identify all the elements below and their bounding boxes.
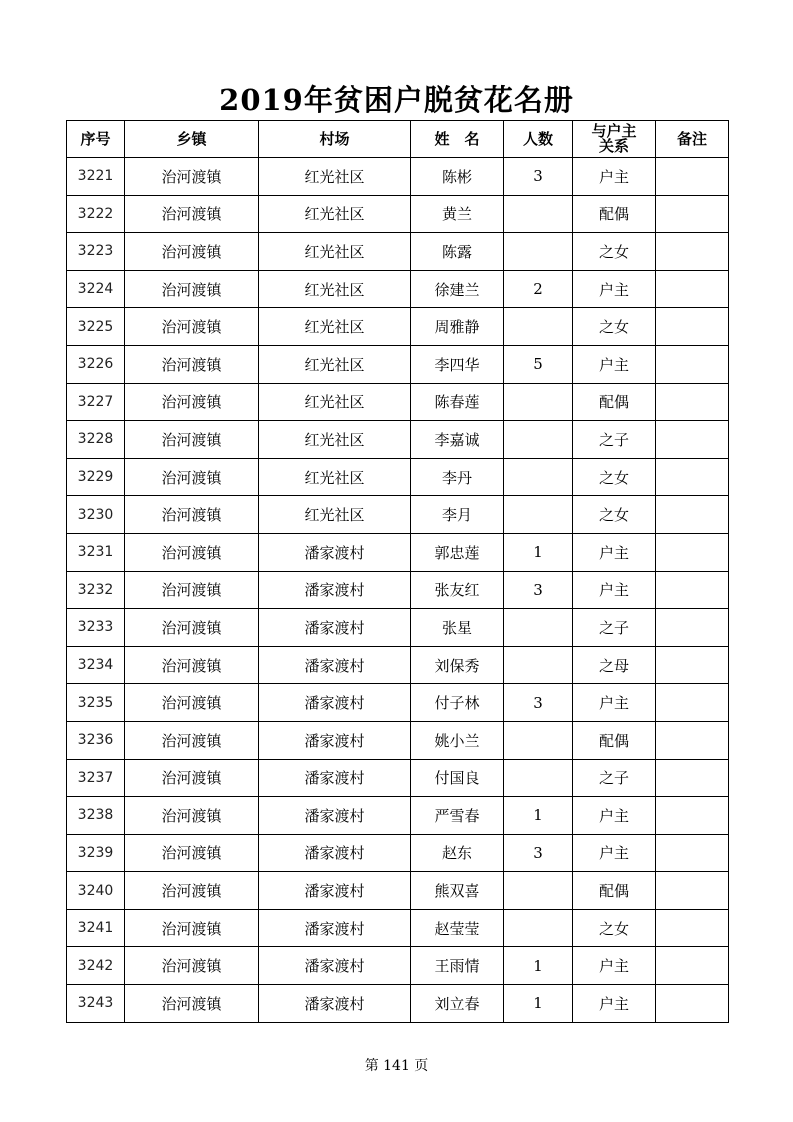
header-relation-line2: 关系 [598, 137, 629, 155]
cell-note [656, 233, 729, 271]
cell-relation: 之子 [573, 609, 656, 647]
cell-count [504, 421, 573, 459]
cell-name: 付子林 [411, 684, 504, 722]
table-row [67, 684, 729, 722]
table-row [67, 797, 729, 835]
cell-count: 1 [504, 797, 573, 835]
cell-note [656, 721, 729, 759]
table-row [67, 195, 729, 233]
cell-name: 郭忠莲 [411, 533, 504, 571]
table-row [67, 383, 729, 421]
cell-name: 徐建兰 [411, 270, 504, 308]
cell-seq: 3228 [67, 421, 125, 459]
header-town: 乡镇 [125, 121, 259, 158]
cell-seq: 3226 [67, 345, 125, 383]
cell-seq: 3223 [67, 233, 125, 271]
cell-relation: 配偶 [573, 872, 656, 910]
cell-note [656, 684, 729, 722]
cell-note [656, 759, 729, 797]
cell-seq: 3229 [67, 458, 125, 496]
cell-village: 潘家渡村 [259, 646, 411, 684]
cell-town: 治河渡镇 [125, 721, 259, 759]
cell-relation: 之女 [573, 909, 656, 947]
cell-name: 张友红 [411, 571, 504, 609]
cell-village: 潘家渡村 [259, 684, 411, 722]
cell-seq: 3225 [67, 308, 125, 346]
cell-relation: 户主 [573, 834, 656, 872]
cell-relation: 配偶 [573, 383, 656, 421]
cell-count: 3 [504, 571, 573, 609]
table-row [67, 533, 729, 571]
table-row [67, 458, 729, 496]
cell-count [504, 383, 573, 421]
cell-note [656, 646, 729, 684]
cell-seq: 3227 [67, 383, 125, 421]
cell-town: 治河渡镇 [125, 872, 259, 910]
cell-village: 潘家渡村 [259, 609, 411, 647]
cell-town: 治河渡镇 [125, 496, 259, 534]
cell-relation: 户主 [573, 158, 656, 196]
table-row [67, 158, 729, 196]
cell-relation: 之女 [573, 496, 656, 534]
cell-relation: 之子 [573, 421, 656, 459]
cell-village: 潘家渡村 [259, 571, 411, 609]
cell-town: 治河渡镇 [125, 684, 259, 722]
cell-relation: 配偶 [573, 721, 656, 759]
cell-count [504, 759, 573, 797]
cell-count [504, 872, 573, 910]
cell-count [504, 721, 573, 759]
cell-seq: 3235 [67, 684, 125, 722]
table-row [67, 308, 729, 346]
cell-note [656, 909, 729, 947]
cell-town: 治河渡镇 [125, 308, 259, 346]
table-body [67, 158, 729, 1023]
cell-village: 潘家渡村 [259, 533, 411, 571]
cell-town: 治河渡镇 [125, 646, 259, 684]
cell-relation: 户主 [573, 684, 656, 722]
cell-count: 1 [504, 533, 573, 571]
cell-name: 张星 [411, 609, 504, 647]
cell-town: 治河渡镇 [125, 158, 259, 196]
cell-name: 周雅静 [411, 308, 504, 346]
roster-table [66, 120, 729, 1023]
cell-relation: 之子 [573, 759, 656, 797]
table-row [67, 985, 729, 1023]
cell-relation: 户主 [573, 571, 656, 609]
cell-relation: 之女 [573, 308, 656, 346]
cell-count: 1 [504, 947, 573, 985]
table-row [67, 345, 729, 383]
cell-village: 红光社区 [259, 421, 411, 459]
cell-name: 赵莹莹 [411, 909, 504, 947]
cell-seq: 3233 [67, 609, 125, 647]
cell-note [656, 496, 729, 534]
table-row [67, 909, 729, 947]
cell-relation: 户主 [573, 533, 656, 571]
cell-town: 治河渡镇 [125, 421, 259, 459]
cell-seq: 3231 [67, 533, 125, 571]
table-row [67, 834, 729, 872]
cell-town: 治河渡镇 [125, 458, 259, 496]
cell-seq: 3243 [67, 985, 125, 1023]
cell-village: 红光社区 [259, 496, 411, 534]
cell-town: 治河渡镇 [125, 985, 259, 1023]
header-relation-line1: 与户主 [591, 122, 637, 140]
cell-name: 赵东 [411, 834, 504, 872]
cell-name: 陈彬 [411, 158, 504, 196]
table-row [67, 947, 729, 985]
cell-count [504, 195, 573, 233]
cell-count: 3 [504, 834, 573, 872]
cell-village: 红光社区 [259, 158, 411, 196]
cell-count [504, 233, 573, 271]
cell-count [504, 496, 573, 534]
cell-village: 潘家渡村 [259, 759, 411, 797]
cell-relation: 之母 [573, 646, 656, 684]
cell-name: 陈露 [411, 233, 504, 271]
cell-seq: 3236 [67, 721, 125, 759]
cell-village: 红光社区 [259, 270, 411, 308]
cell-note [656, 345, 729, 383]
cell-town: 治河渡镇 [125, 270, 259, 308]
cell-relation: 户主 [573, 270, 656, 308]
cell-name: 刘保秀 [411, 646, 504, 684]
cell-relation: 户主 [573, 985, 656, 1023]
cell-seq: 3237 [67, 759, 125, 797]
cell-village: 红光社区 [259, 308, 411, 346]
cell-town: 治河渡镇 [125, 345, 259, 383]
cell-town: 治河渡镇 [125, 759, 259, 797]
cell-seq: 3224 [67, 270, 125, 308]
cell-count [504, 308, 573, 346]
cell-relation: 配偶 [573, 195, 656, 233]
header-village: 村场 [259, 121, 411, 158]
cell-note [656, 571, 729, 609]
cell-village: 潘家渡村 [259, 909, 411, 947]
table-row [67, 496, 729, 534]
cell-town: 治河渡镇 [125, 383, 259, 421]
cell-village: 红光社区 [259, 233, 411, 271]
cell-town: 治河渡镇 [125, 195, 259, 233]
table-row [67, 421, 729, 459]
cell-count: 3 [504, 684, 573, 722]
table-row [67, 233, 729, 271]
cell-name: 王雨情 [411, 947, 504, 985]
cell-count [504, 646, 573, 684]
cell-seq: 3232 [67, 571, 125, 609]
cell-village: 红光社区 [259, 458, 411, 496]
cell-village: 潘家渡村 [259, 834, 411, 872]
table-row [67, 609, 729, 647]
cell-note [656, 421, 729, 459]
cell-name: 李四华 [411, 345, 504, 383]
cell-seq: 3234 [67, 646, 125, 684]
cell-seq: 3242 [67, 947, 125, 985]
cell-note [656, 533, 729, 571]
cell-note [656, 458, 729, 496]
table-row [67, 646, 729, 684]
cell-seq: 3241 [67, 909, 125, 947]
header-seq: 序号 [67, 121, 125, 158]
cell-seq: 3239 [67, 834, 125, 872]
cell-town: 治河渡镇 [125, 947, 259, 985]
cell-name: 刘立春 [411, 985, 504, 1023]
cell-name: 陈春莲 [411, 383, 504, 421]
cell-relation: 户主 [573, 345, 656, 383]
cell-seq: 3222 [67, 195, 125, 233]
table-row [67, 759, 729, 797]
cell-count [504, 458, 573, 496]
cell-note [656, 834, 729, 872]
table-row [67, 571, 729, 609]
cell-name: 熊双喜 [411, 872, 504, 910]
cell-town: 治河渡镇 [125, 533, 259, 571]
cell-village: 红光社区 [259, 195, 411, 233]
cell-count: 2 [504, 270, 573, 308]
table-row [67, 270, 729, 308]
cell-village: 潘家渡村 [259, 872, 411, 910]
cell-note [656, 383, 729, 421]
cell-town: 治河渡镇 [125, 609, 259, 647]
cell-note [656, 270, 729, 308]
cell-note [656, 609, 729, 647]
cell-note [656, 797, 729, 835]
cell-village: 潘家渡村 [259, 985, 411, 1023]
cell-town: 治河渡镇 [125, 233, 259, 271]
cell-name: 付国良 [411, 759, 504, 797]
cell-count [504, 609, 573, 647]
cell-count: 5 [504, 345, 573, 383]
cell-town: 治河渡镇 [125, 571, 259, 609]
table-row [67, 721, 729, 759]
cell-relation: 户主 [573, 947, 656, 985]
cell-note [656, 158, 729, 196]
cell-village: 红光社区 [259, 345, 411, 383]
cell-village: 潘家渡村 [259, 947, 411, 985]
cell-relation: 户主 [573, 797, 656, 835]
cell-village: 红光社区 [259, 383, 411, 421]
cell-note [656, 985, 729, 1023]
cell-note [656, 872, 729, 910]
page-number: 第 141 页 [364, 1058, 429, 1074]
cell-town: 治河渡镇 [125, 797, 259, 835]
document-title: 2019年贫困户脱贫花名册 [219, 83, 574, 117]
cell-count: 1 [504, 985, 573, 1023]
cell-name: 李丹 [411, 458, 504, 496]
cell-name: 李月 [411, 496, 504, 534]
cell-name: 严雪春 [411, 797, 504, 835]
cell-count: 3 [504, 158, 573, 196]
cell-count [504, 909, 573, 947]
cell-seq: 3238 [67, 797, 125, 835]
cell-note [656, 195, 729, 233]
table-header-row [67, 121, 729, 158]
cell-town: 治河渡镇 [125, 834, 259, 872]
cell-village: 潘家渡村 [259, 797, 411, 835]
cell-seq: 3240 [67, 872, 125, 910]
header-relation [573, 121, 656, 158]
cell-note [656, 308, 729, 346]
cell-name: 李嘉诚 [411, 421, 504, 459]
cell-seq: 3230 [67, 496, 125, 534]
cell-relation: 之女 [573, 233, 656, 271]
header-count: 人数 [504, 121, 573, 158]
cell-seq: 3221 [67, 158, 125, 196]
cell-name: 姚小兰 [411, 721, 504, 759]
cell-name: 黄兰 [411, 195, 504, 233]
cell-village: 潘家渡村 [259, 721, 411, 759]
header-name: 姓 名 [411, 121, 504, 158]
table-row [67, 872, 729, 910]
cell-town: 治河渡镇 [125, 909, 259, 947]
cell-relation: 之女 [573, 458, 656, 496]
cell-note [656, 947, 729, 985]
header-note: 备注 [656, 121, 729, 158]
